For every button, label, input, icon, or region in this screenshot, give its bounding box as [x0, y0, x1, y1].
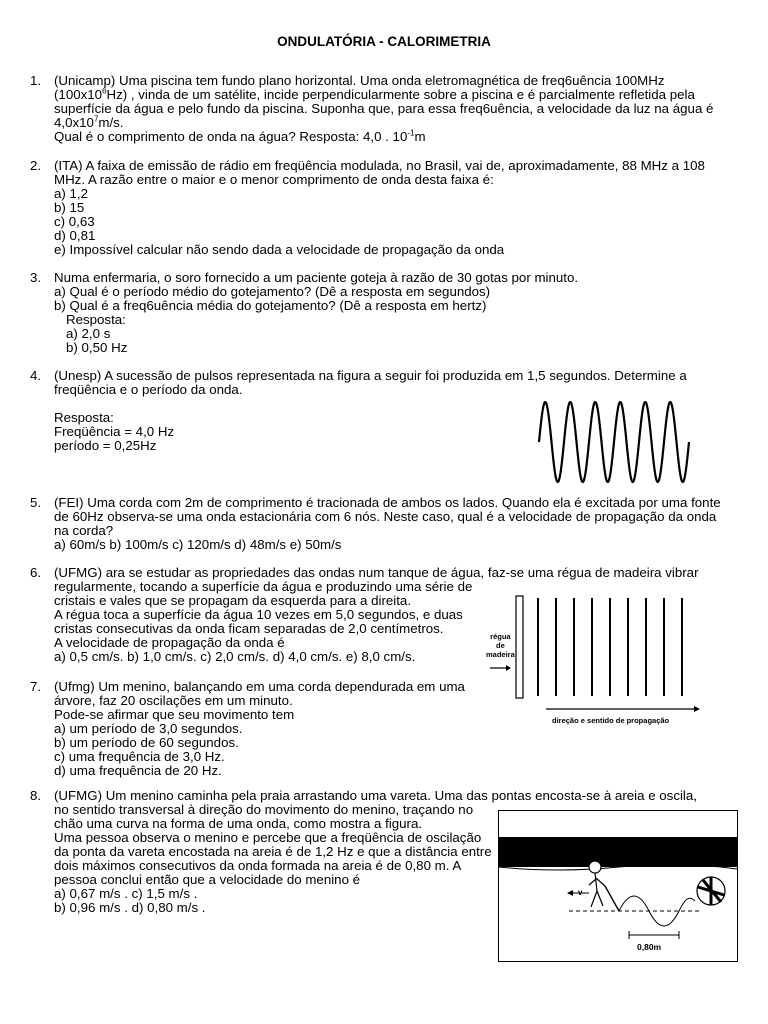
pulse-wave-figure: [536, 396, 692, 488]
q1-line: (Unicamp) Uma piscina tem fundo plano horizontal. Uma onda eletromagnética de freq6uência 100MHz: [54, 73, 665, 88]
question-number: 1.: [30, 73, 42, 88]
q4-answer: período = 0,25Hz: [54, 438, 157, 453]
q8-line: no sentido transversal à direção do movimento do menino, traçando no: [54, 802, 474, 817]
q2-option: c) 0,63: [54, 214, 95, 229]
ruler-arrow: [490, 665, 511, 671]
q5-options: a) 60m/s b) 100m/s c) 120m/s d) 48m/s e) 50m/s: [54, 537, 342, 552]
q1-answer: Qual é o comprimento de onda na água? Resposta: 4,0 . $10^{-1}m$: [54, 128, 426, 144]
q1-line: superfície da água e pelo fundo da piscina. Suponha que, para essa freq6uência, a velocidade da luz na água é: [54, 101, 714, 116]
q7-line: (Ufmg) Um menino, balançando em uma corda dependurada em uma: [54, 679, 465, 694]
q8-option: a) 0,67 m/s . c) 1,5 m/s .: [54, 886, 198, 901]
q4-answer: Freqüência = 4,0 Hz: [54, 424, 175, 439]
q3-answer-label: Resposta:: [66, 312, 126, 327]
distance-label: 0,80m: [637, 942, 662, 952]
q2-option: e) Impossível calcular não sendo dada a velocidade de propagação da onda: [54, 242, 505, 257]
ruler-waves-figure: [476, 592, 706, 732]
q3-line: b) Qual é a freq6uência média do gotejamento? (Dê a resposta em hertz): [54, 298, 487, 313]
q1-line: $4,0x10^7m/s$.: [54, 114, 124, 130]
q3-answer: a) 2,0 s: [66, 326, 111, 341]
q7-line: árvore, faz 20 oscilações em um minuto.: [54, 693, 293, 708]
q6-line: A velocidade de propagação da onda é: [54, 635, 285, 650]
q8-line: da ponta da vareta encostada na areia é de 1,2 Hz e que a distância entre: [54, 844, 492, 859]
ruler-label: régua de madeira: [486, 632, 515, 659]
q4-line: (Unesp) A sucessão de pulsos representada na figura a seguir foi produzida em 1,5 segundos. Determine a: [54, 368, 687, 383]
q6-line: cristas consecutivas da onda ficam separadas de 2,0 centímetros.: [54, 621, 444, 636]
q3-line: Numa enfermaria, o soro fornecido a um paciente goteja à razão de 30 gotas por minuto.: [54, 270, 579, 285]
q2-option: b) 15: [54, 200, 85, 215]
q8-line: (UFMG) Um menino caminha pela praia arrastando uma vareta. Uma das pontas encosta-se à areia e oscila,: [54, 788, 697, 803]
velocity-label: v: [578, 888, 583, 897]
distance-marker: [629, 931, 679, 939]
question-number: 3.: [30, 270, 42, 285]
q6-line: regularmente, tocando a superfície da água e produzindo uma série de: [54, 579, 473, 594]
q4-answer-label: Resposta:: [54, 410, 114, 425]
question-number: 8.: [30, 788, 42, 803]
q7-option: d) uma frequência de 20 Hz.: [54, 763, 222, 778]
q2-option: d) 0,81: [54, 228, 96, 243]
q3-line: a) Qual é o período médio do gotejamento? (Dê a resposta em segundos): [54, 284, 491, 299]
q6-line: (UFMG) ara se estudar as propriedades das ondas num tanque de água, faz-se uma régua de madeira vibrar: [54, 565, 699, 580]
stick: [605, 886, 619, 911]
q7-option: a) um período de 3,0 segundos.: [54, 721, 243, 736]
question-number: 4.: [30, 368, 42, 383]
q8-line: dois máximos consecutivos da onda formada na areia é de 0,80 m. A: [54, 858, 462, 873]
q6-options: a) 0,5 cm/s. b) 1,0 cm/s. c) 2,0 cm/s. d) 4,0 cm/s. e) 8,0 cm/s.: [54, 649, 416, 664]
beach-umbrella-icon: [697, 877, 725, 905]
propagation-caption: direção e sentido de propagação: [552, 716, 670, 725]
sea-band: [499, 837, 737, 867]
q4-line: freqüência e o período da onda.: [54, 382, 243, 397]
q8-line: chão uma curva na forma de uma onda, como mostra a figura.: [54, 816, 423, 831]
q7-option: b) um período de 60 segundos.: [54, 735, 239, 750]
q5-line: de 60Hz observa-se uma onda estacionária com 6 nós. Neste caso, qual é a velocidade de propagação da onda: [54, 509, 717, 524]
question-number: 7.: [30, 679, 42, 694]
q8-line: Uma pessoa observa o menino e percebe que a freqüência de oscilação: [54, 830, 482, 845]
q5-line: na corda?: [54, 523, 114, 538]
q8-line: pessoa conclui então que a velocidade do menino é: [54, 872, 361, 887]
beach-figure: [498, 810, 738, 962]
q5-line: (FEI) Uma corda com 2m de comprimento é tracionada de ambos os lados. Quando ela é excitada por uma fonte: [54, 495, 721, 510]
q1-line: $(100x10^6Hz)$ , vinda de um satélite, incide perpendicularmente sobre a piscina e é parcialmente refletida pela: [54, 86, 695, 102]
wave-crest-lines: [538, 598, 682, 696]
question-number: 2.: [30, 158, 42, 173]
q2-line: (ITA) A faixa de emissão de rádio em freqüência modulada, no Brasil, vai de, aproximadamente, 88 MHz a 108: [54, 158, 705, 173]
q6-line: cristais e vales que se propagam da esquerda para a direita.: [54, 593, 412, 608]
q8-option: b) 0,96 m/s . d) 0,80 m/s .: [54, 900, 206, 915]
sine-wave: [539, 402, 689, 482]
q3-answer: b) 0,50 Hz: [66, 340, 128, 355]
question-number: 5.: [30, 495, 42, 510]
q2-line: MHz. A razão entre o maior e o menor comprimento de onda desta faixa é:: [54, 172, 494, 187]
q6-line: A régua toca a superfície da água 10 vezes em 5,0 segundos, e duas: [54, 607, 463, 622]
wooden-ruler: [516, 596, 523, 698]
q7-option: c) uma frequência de 3,0 Hz.: [54, 749, 225, 764]
question-number: 6.: [30, 565, 42, 580]
q7-line: Pode-se afirmar que seu movimento tem: [54, 707, 295, 722]
q2-option: a) 1,2: [54, 186, 89, 201]
page-title: ONDULATÓRIA - CALORIMETRIA: [277, 34, 491, 49]
propagation-arrow: [546, 706, 700, 712]
